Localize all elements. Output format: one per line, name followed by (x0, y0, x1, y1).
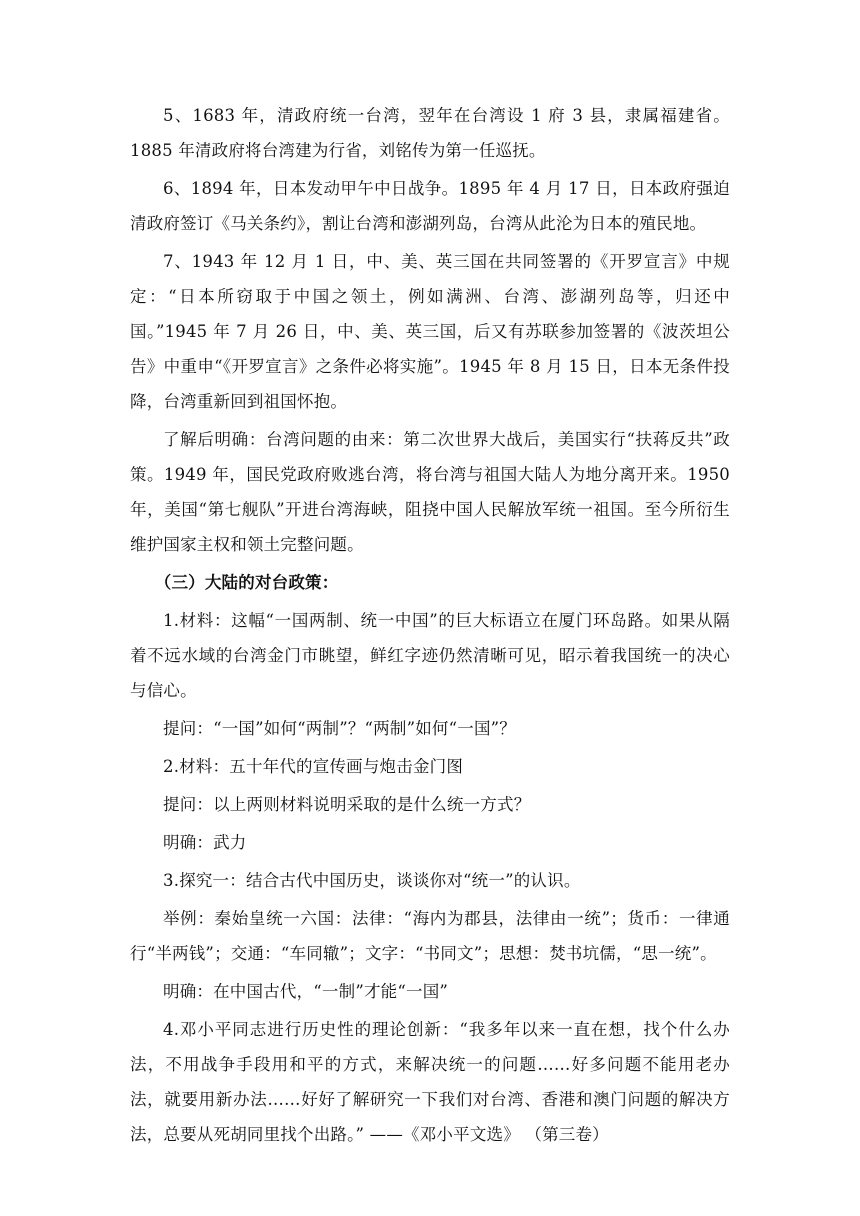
paragraph-material-1: 1.材料：这幅“一国两制、统一中国”的巨大标语立在厦门环岛路。如果从隔着不远水域的台湾金门市眺望，鲜红字迹仍然清晰可见，昭示着我国统一的决心与信心。 (130, 611, 730, 700)
paragraph-sino-japanese-war: 6、1894 年，日本发动甲午中日战争。1895 年 4 月 17 日，日本政府强迫清政府签订《马关条约》，割让台湾和澎湖列岛，台湾从此沦为日本的殖民地。 (130, 179, 730, 233)
paragraph-question-2: 提问：以上两则材料说明采取的是什么统一方式？ (163, 795, 531, 814)
paragraph-answer-force: 明确：武力 (163, 833, 247, 852)
paragraph-answer-one-system: 明确：在中国古代，“一制”才能“一国” (163, 982, 449, 1001)
paragraph-deng-quote: 4.邓小平同志进行历史性的理论创新：“我多年以来一直在想，找个什么办法，不用战争手段用和平的方式，来解决统一的问题……好多问题不能用老办法，就要用新办法……好好了解研究一下我们对台湾、香港和澳门问题的解决方法，总要从死胡同里找个出路。” ——《邓小平文选》 （第三卷） (130, 1020, 730, 1144)
paragraph-example-qin: 举例：秦始皇统一六国：法律：“海内为郡县，法律由一统”；货币：一律通行“半两钱”；交通：“车同辙”；文字：“书同文”；思想：焚书坑儒，“思一统”。 (130, 909, 730, 963)
section-heading-mainland-policy: （三）大陆的对台政策： (154, 573, 339, 592)
paragraph-material-2: 2.材料：五十年代的宣传画与炮击金门图 (163, 757, 464, 776)
paragraph-taiwan-issue-origin: 了解后明确：台湾问题的由来：第二次世界大战后，美国实行“扶蒋反共”政策。1949 年，国民党政府败逃台湾，将台湾与祖国大陆人为地分离开来。1950 年，美国“第七舰队”开进台湾海峡，阻挠中国人民解放军统一祖国。至今所衍生维护国家主权和领土完整问题。 (130, 430, 730, 554)
paragraph-question-1: 提问：“一国”如何“两制”？“两制”如何“一国”？ (163, 719, 516, 738)
paragraph-cairo-declaration: 7、1943 年 12 月 1 日，中、美、英三国在共同签署的《开罗宣言》中规定：“日本所窃取于中国之领土，例如满洲、台湾、澎湖列岛等，归还中国。”1945 年 7 月 26 日，中、美、英三国，后又有苏联参加签署的《波茨坦公告》中重申“《开罗宣言》之条件必将实施”。1945 年 8 月 15 日，日本无条件投降，台湾重新回到祖国怀抱。 (130, 252, 730, 411)
document-body (130, 98, 730, 1155)
paragraph-inquiry-1: 3.探究一：结合古代中国历史，谈谈你对“统一”的认识。 (163, 871, 581, 890)
paragraph-qing-unification: 5、1683 年，清政府统一台湾，翌年在台湾设 1 府 3 县，隶属福建省。1885 年清政府将台湾建为行省，刘铭传为第一任巡抚。 (130, 106, 730, 160)
